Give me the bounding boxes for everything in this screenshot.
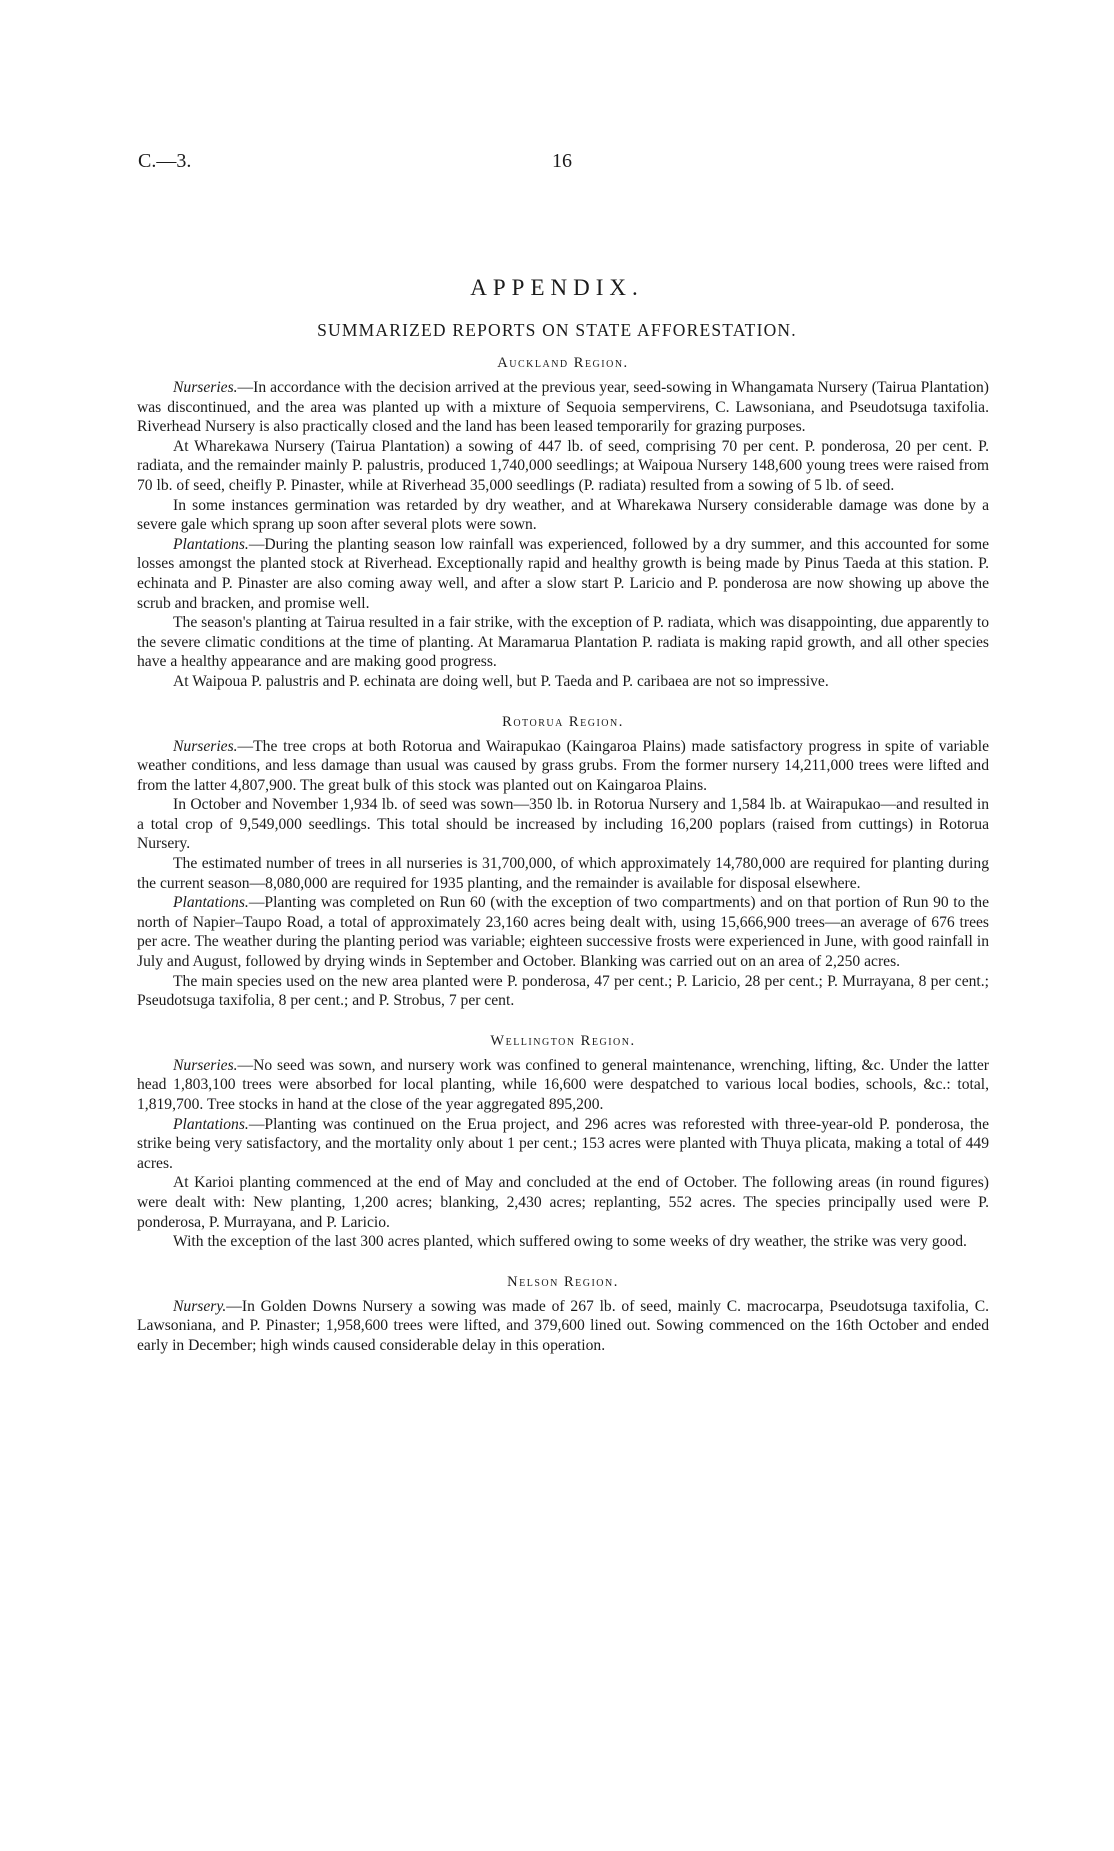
report-paragraph xyxy=(137,535,989,613)
report-paragraph xyxy=(137,1173,989,1232)
paragraph-lead: Nurseries. xyxy=(173,737,238,755)
report-paragraph xyxy=(137,1297,989,1356)
report-paragraph xyxy=(137,1115,989,1174)
report-paragraph xyxy=(137,795,989,854)
region-section xyxy=(137,1274,989,1356)
paragraph-text: The season's planting at Tairua resulted in a fair strike, with the exception of P. radiata, which was disappointing, due apparently to the severe climatic conditions at the time of planting. At Maramarua Plantation P. radiata is making rapid growth, and all other species have a healthy appearance and are making good progress. xyxy=(137,614,989,671)
document-reference: C.—3. xyxy=(138,150,192,172)
paragraph-text: —During the planting season low rainfall was experienced, followed by a dry summer, and this accounted for some losses amongst the planted stock at Riverhead. Exceptionally rapid and healthy growth is being made by Pinus Taeda at this station. P. echinata and P. Pinaster are also coming away well, and after a slow start P. Laricio and P. ponderosa are now showing up above the scrub and bracken, and promise well. xyxy=(137,535,989,612)
paragraph-text: —In Golden Downs Nursery a sowing was made of 267 lb. of seed, mainly C. macrocarpa, Pseudotsuga taxifolia, C. Lawsoniana, and P. Pinaster; 1,958,600 trees were lifted, and 379,600 lined out. Sowing commenced on the 16th October and ended early in December; high winds caused considerable delay in this operation. xyxy=(137,1297,989,1354)
report-paragraph xyxy=(137,672,989,692)
report-paragraph xyxy=(137,437,989,496)
paragraph-text: —Planting was completed on Run 60 (with the exception of two compartments) and on that portion of Run 90 to the north of Napier–Taupo Road, a total of approximately 23,160 acres being dealt with, using 15,666,900 trees—an average of 676 trees per acre. The weather during the planting period was variable; eighteen successive frosts were experienced in June, with good rainfall in July and August, followed by drying winds in September and October. Blanking was carried out on an area of 2,250 acres. xyxy=(137,894,989,971)
paragraph-text: The main species used on the new area planted were P. ponderosa, 47 per cent.; P. Laricio, 28 per cent.; P. Murrayana, 8 per cent.; Pseudotsuga taxifolia, 8 per cent.; and P. Strobus, 7 per cent. xyxy=(137,972,989,1010)
paragraph-text: At Karioi planting commenced at the end of May and concluded at the end of October. The following areas (in round figures) were dealt with: New planting, 1,200 acres; blanking, 2,430 acres; replanting, 552 acres. The species principally used were P. ponderosa, P. Murrayana, and P. Laricio. xyxy=(137,1174,989,1231)
paragraph-text: At Waipoua P. palustris and P. echinata are doing well, but P. Taeda and P. caribaea are not so impressive. xyxy=(173,672,829,690)
paragraph-lead: Nursery. xyxy=(173,1297,227,1315)
report-paragraph xyxy=(137,972,989,1011)
paragraph-text: In October and November 1,934 lb. of seed was sown—350 lb. in Rotorua Nursery and 1,584 lb. at Wairapukao—and resulted in a total crop of 9,549,000 seedlings. This total should be increased by including 16,200 poplars (raised from cuttings) in Rotorua Nursery. xyxy=(137,796,989,853)
page-number: 16 xyxy=(552,150,572,172)
paragraph-lead: Plantations. xyxy=(173,535,249,553)
paragraph-lead: Nurseries. xyxy=(173,1056,238,1074)
region-section xyxy=(137,355,989,692)
paragraph-text: —The tree crops at both Rotorua and Wairapukao (Kaingaroa Plains) made satisfactory progress in spite of variable weather conditions, and less damage than usual was caused by grass grubs. From the former nursery 14,211,000 trees were lifted and from the latter 4,807,900. The great bulk of this stock was planted out on Kaingaroa Plains. xyxy=(137,737,989,794)
paragraph-text: In some instances germination was retarded by dry weather, and at Wharekawa Nursery considerable damage was done by a severe gale which sprang up soon after several plots were sown. xyxy=(137,496,989,534)
region-section xyxy=(137,714,989,1011)
report-paragraph xyxy=(137,496,989,535)
report-paragraph xyxy=(137,613,989,672)
region-heading: Auckland Region. xyxy=(497,355,629,371)
paragraph-text: At Wharekawa Nursery (Tairua Plantation) a sowing of 447 lb. of seed, comprising 70 per cent. P. ponderosa, 20 per cent. P. radiata, and the remainder mainly P. palustris, produced 1,740,000 seedlings; at Waipoua Nursery 148,600 young trees were raised from 70 lb. of seed, cheifly P. Pinaster, while at Riverhead 35,000 seedlings (P. radiata) resulted from a sowing of 5 lb. of seed. xyxy=(137,437,989,494)
report-title: SUMMARIZED REPORTS ON STATE AFFORESTATION. xyxy=(317,320,797,340)
paragraph-text: With the exception of the last 300 acres planted, which suffered owing to some weeks of dry weather, the strike was very good. xyxy=(173,1233,967,1251)
report-paragraph xyxy=(137,378,989,437)
paragraph-lead: Nurseries. xyxy=(173,379,238,396)
appendix-title: APPENDIX. xyxy=(470,275,644,300)
paragraph-text: —No seed was sown, and nursery work was confined to general maintenance, wrenching, lifting, &c. Under the latter head 1,803,100 trees were absorbed for local planting, while 16,600 were despatched to various local bodies, schools, &c.: total, 1,819,700. Tree stocks in hand at the close of the year aggregated 895,200. xyxy=(137,1056,989,1113)
paragraph-text: The estimated number of trees in all nurseries is 31,700,000, of which approximately 14,780,000 are required for planting during the current season—8,080,000 are required for 1935 planting, and the remainder is available for disposal elsewhere. xyxy=(137,855,989,892)
region-section xyxy=(137,1033,989,1252)
region-heading: Rotorua Region. xyxy=(502,713,624,730)
report-paragraph xyxy=(137,854,989,893)
paragraph-lead: Plantations. xyxy=(173,894,249,912)
paragraph-text: —In accordance with the decision arrived at the previous year, seed-sowing in Whangamata Nursery (Tairua Plantation) was discontinued, and the area was planted up with a mixture of Sequoia sempervirens, C. Lawsoniana, and Pseudotsuga taxifolia. Riverhead Nursery is also practically closed and the land has been leased temporarily for grazing purposes. xyxy=(137,379,989,436)
report-paragraph xyxy=(137,1056,989,1115)
region-heading: Nelson Region. xyxy=(507,1273,619,1290)
report-body xyxy=(137,355,989,1378)
report-paragraph xyxy=(137,893,989,971)
report-paragraph xyxy=(137,737,989,796)
paragraph-text: —Planting was continued on the Erua project, and 296 acres was reforested with three-year-old P. ponderosa, the strike being very satisfactory, and the mortality only about 1 per cent.; 153 acres were planted with Thuya plicata, making a total of 449 acres. xyxy=(137,1115,989,1172)
region-heading: Wellington Region. xyxy=(490,1032,636,1049)
report-paragraph xyxy=(137,1232,989,1252)
paragraph-lead: Plantations. xyxy=(173,1115,249,1133)
